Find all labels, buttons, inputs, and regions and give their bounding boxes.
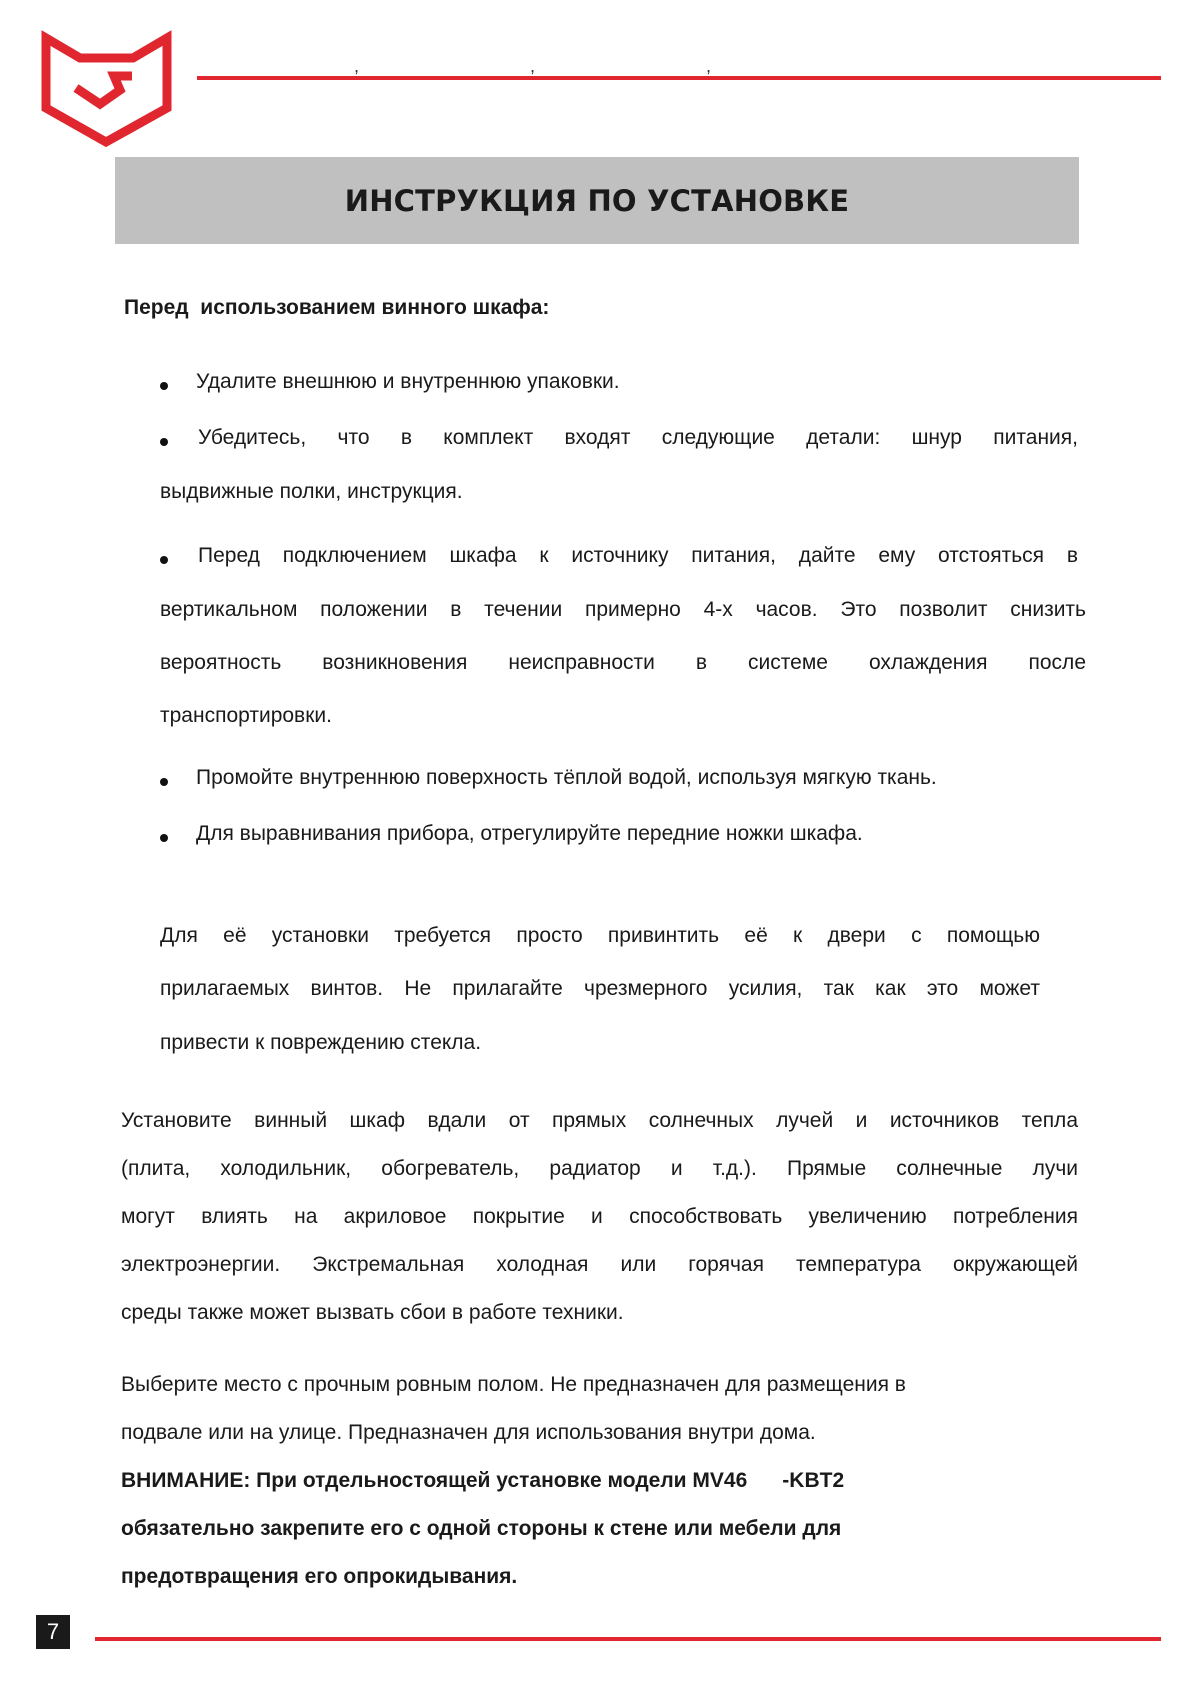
- warning-line: обязательно закрепите его с одной стороны к стене или мебели для: [121, 1517, 842, 1540]
- floor-paragraph-line: Выберите место с прочным ровным полом. Не предназначен для размещения в: [121, 1373, 906, 1396]
- placement-paragraph-line: могут влиять на акриловое покрытие и способствовать увеличению потребления: [121, 1205, 1078, 1228]
- bullet-text: вертикальном положении в течении примерно 4-х часов. Это позволит снизить: [160, 598, 1086, 621]
- brand-logo-icon: [40, 30, 173, 148]
- bullet-dot: [160, 834, 168, 842]
- bullet-dot: [160, 438, 168, 446]
- placement-paragraph-line: среды также может вызвать сбои в работе техники.: [121, 1301, 624, 1324]
- warning-line: предотвращения его опрокидывания.: [121, 1565, 518, 1588]
- bullet-dot: [160, 382, 168, 390]
- bullet-text: Убедитесь, что в комплект входят следующие детали: шнур питания,: [198, 426, 1078, 449]
- title-band: [115, 157, 1079, 244]
- handle-note-line: прилагаемых винтов. Не прилагайте чрезмерного усилия, так как это может: [160, 977, 1040, 1000]
- warning-line: ВНИМАНИЕ: При отдельностоящей установке модели MV46 -KBT2: [121, 1469, 845, 1492]
- bullet-text: Для выравнивания прибора, отрегулируйте передние ножки шкафа.: [196, 822, 863, 845]
- handle-note-line: привести к повреждению стекла.: [160, 1031, 482, 1054]
- page-title: ИНСТРУКЦИЯ ПО УСТАНОВКЕ: [344, 183, 850, 218]
- bullet-dot: [160, 778, 168, 786]
- bullet-dot: [160, 556, 168, 564]
- header-comma: ,: [354, 56, 360, 76]
- page-number: 7: [36, 1615, 70, 1649]
- placement-paragraph-line: (плита, холодильник, обогреватель, радиатор и т.д.). Прямые солнечные лучи: [121, 1157, 1078, 1180]
- bullet-text: Удалите внешнюю и внутреннюю упаковки.: [196, 370, 620, 393]
- header-rule: [197, 76, 1161, 80]
- bullet-text: выдвижные полки, инструкция.: [160, 480, 463, 503]
- footer-rule: [95, 1637, 1161, 1641]
- header-comma: ,: [530, 56, 536, 76]
- placement-paragraph-line: электроэнергии. Экстремальная холодная или горячая температура окружающей: [121, 1253, 1078, 1276]
- handle-note-line: Для её установки требуется просто привинтить её к двери с помощью: [160, 924, 1040, 947]
- bullet-text: транспортировки.: [160, 704, 332, 727]
- bullet-text: Промойте внутреннюю поверхность тёплой водой, используя мягкую ткань.: [196, 766, 937, 789]
- placement-paragraph-line: Установите винный шкаф вдали от прямых солнечных лучей и источников тепла: [121, 1109, 1078, 1132]
- header-comma: ,: [706, 56, 712, 76]
- bullet-text: Перед подключением шкафа к источнику питания, дайте ему отстояться в: [198, 544, 1078, 567]
- bullet-text: вероятность возникновения неисправности в системе охлаждения после: [160, 651, 1086, 674]
- floor-paragraph-line: подвале или на улице. Предназначен для использования внутри дома.: [121, 1421, 816, 1444]
- section-subheading: Перед использованием винного шкафа:: [124, 296, 550, 319]
